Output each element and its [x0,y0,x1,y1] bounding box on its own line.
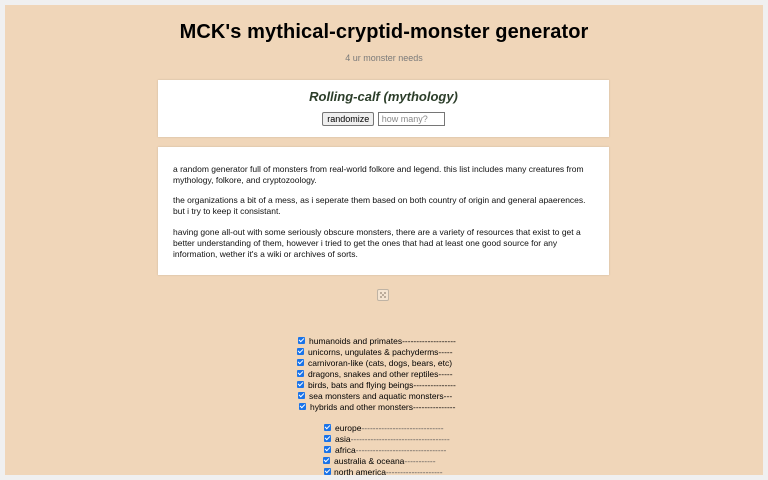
page-frame [5,5,763,475]
category-label[interactable] [308,358,452,369]
region-dashes: ----------- [404,456,436,466]
region-dashes: ----------------------------- [361,423,444,433]
category-label[interactable] [309,391,452,402]
region-label[interactable] [334,467,443,475]
category-checkbox[interactable] [298,337,305,344]
region-row [5,423,763,434]
category-row [5,369,763,380]
category-label[interactable] [308,380,456,391]
region-filter-list [5,423,763,475]
region-checkbox[interactable] [324,468,331,475]
count-input[interactable] [378,112,445,126]
category-label[interactable] [308,347,453,358]
dice-icon[interactable] [377,289,389,301]
generator-panel [158,80,609,137]
description-paragraph: a random generator full of monsters from real-world folkore and legend. this list includes many creatures from mythology, folkore, and cryptozoology. [173,164,584,185]
region-text: asia [335,434,351,444]
region-text: europe [335,423,362,433]
region-text: africa [335,445,356,455]
category-checkbox[interactable] [298,392,305,399]
category-filter-list [5,336,763,413]
category-row [5,391,763,402]
category-text: unicorns, ungulates & pachyderms [308,347,439,357]
generated-monster: Rolling-calf (mythology) [309,89,458,104]
region-row [5,456,763,467]
category-label[interactable] [308,369,453,380]
category-row [5,358,763,369]
category-checkbox[interactable] [297,359,304,366]
page-title: MCK's mythical-cryptid-monster generator [179,21,589,43]
category-text: hybrids and other monsters [310,402,413,412]
category-row [5,347,763,358]
region-row [5,434,763,445]
category-checkbox[interactable] [299,403,306,410]
region-label[interactable] [335,445,446,456]
category-checkbox[interactable] [297,348,304,355]
category-dashes: ----- [438,369,453,379]
category-row [5,336,763,347]
category-label[interactable] [310,402,455,413]
category-dashes: --------------- [413,402,456,412]
region-checkbox[interactable] [323,457,330,464]
generator-controls [158,112,609,126]
category-text: carnivoran-like (cats, dogs, bears, etc) [308,358,453,368]
region-label[interactable] [334,456,436,467]
region-checkbox[interactable] [324,435,331,442]
category-row [5,402,763,413]
category-checkbox[interactable] [297,370,304,377]
description-paragraph: the organizations a bit of a mess, as i seperate them based on both country of origin and general apaerences. but i try to keep it consistant. [173,195,586,216]
category-dashes: --------------- [413,380,456,390]
region-text: australia & oceana [334,456,405,466]
region-dashes: -------------------- [385,467,443,475]
category-text: dragons, snakes and other reptiles [308,369,439,379]
region-text: north america [334,467,386,475]
description-panel [158,147,609,275]
region-dashes: -------------------------------- [355,445,447,455]
description-paragraph: having gone all-out with some seriously obscure monsters, there are a variety of resources that exist to get a better understanding of them, however i tried to get the ones that had at least one good source for any information, wether it's a wiki or archives of sorts. [173,227,581,259]
randomize-button[interactable]: randomize [322,112,374,126]
region-checkbox[interactable] [324,424,331,431]
category-row [5,380,763,391]
region-row [5,467,763,475]
region-dashes: ----------------------------------- [350,434,450,444]
category-text: humanoids and primates [309,336,403,346]
category-checkbox[interactable] [297,381,304,388]
category-label[interactable] [309,336,456,347]
category-text: sea monsters and aquatic monsters [309,391,444,401]
region-checkbox[interactable] [324,446,331,453]
category-dashes: ------------------- [402,336,456,346]
page-subtitle: 4 ur monster needs [345,53,423,63]
category-text: birds, bats and flying beings [308,380,414,390]
region-label[interactable] [335,423,444,434]
region-row [5,445,763,456]
region-label[interactable] [335,434,450,445]
category-dashes: --- [443,391,453,401]
category-dashes: ----- [438,347,453,357]
